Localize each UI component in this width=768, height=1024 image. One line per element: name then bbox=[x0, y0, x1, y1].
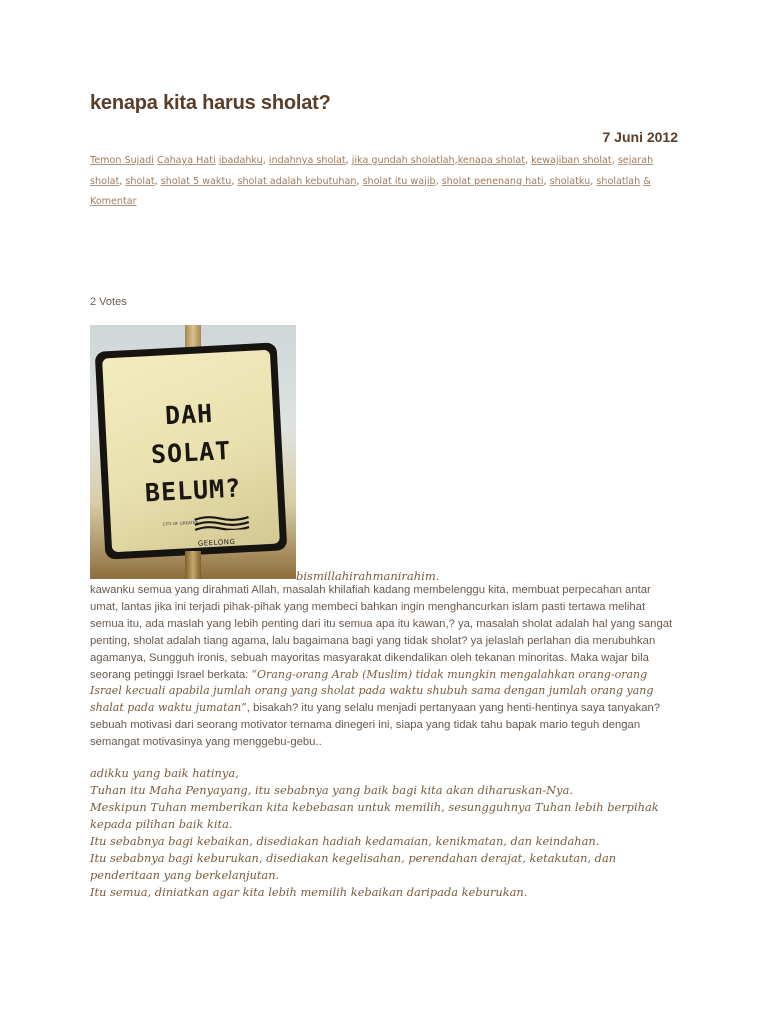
sign-line-2: SOLAT bbox=[150, 435, 232, 470]
tag-link[interactable]: sholat itu wajib bbox=[362, 175, 436, 187]
post-body bbox=[90, 582, 680, 751]
poem-line: Itu sebabnya bagi kebaikan, disediakan hadiah kedamaian, kenikmatan, dan keindahan. bbox=[90, 834, 600, 848]
tag-link[interactable]: sholat bbox=[125, 175, 155, 187]
tag-separator: , bbox=[356, 175, 363, 187]
post-date: 7 Juni 2012 bbox=[602, 129, 678, 145]
poem-line: Itu semua, diniatkan agar kita lebih memilih kebaikan daripada keburukan. bbox=[90, 885, 528, 899]
tag-link[interactable]: kenapa sholat bbox=[457, 155, 526, 166]
tag-separator: , bbox=[154, 175, 161, 187]
tag-separator: , bbox=[231, 175, 238, 187]
tag-link[interactable]: Temon Sujadi bbox=[90, 155, 154, 166]
sign-line-3: BELUM? bbox=[144, 473, 242, 508]
tag-separator: , bbox=[525, 155, 532, 166]
poem-line: Itu sebabnya bagi keburukan, disediakan kegelisahan, perendahan derajat, ketakutan, dan penderitaan yang berkelanjutan. bbox=[90, 851, 617, 882]
tag-link[interactable]: sejarah sholat bbox=[90, 155, 654, 187]
tag-separator: , bbox=[345, 155, 352, 166]
body-paragraph-1 bbox=[90, 582, 680, 717]
body-paragraph-2: sebuah motivasi dari seorang motivator ternama dinegeri ini, siapa yang tidak tahu bapak mario teguh dengan semangat motivasinya yang menggebu-gebu.. bbox=[90, 719, 641, 749]
sign-line-1: DAH bbox=[164, 398, 214, 431]
tag-link[interactable]: jika gundah sholatlah bbox=[351, 155, 455, 166]
poem-block bbox=[90, 765, 680, 901]
tag-separator: , bbox=[611, 155, 618, 166]
body-paragraph-1-end: , bisakah? itu yang selalu menjadi pertanyaan yang henti-hentinya saya tanyakan? bbox=[246, 702, 661, 715]
votes-count: 2 Votes bbox=[90, 296, 127, 308]
tag-link[interactable]: ibadahku bbox=[218, 155, 263, 166]
road-sign bbox=[95, 342, 288, 559]
tag-link[interactable]: indahnya sholat bbox=[268, 155, 346, 166]
post-tags bbox=[90, 151, 685, 213]
poem-line: adikku yang baik hatinya, bbox=[90, 766, 239, 780]
tag-separator: , bbox=[454, 155, 458, 166]
poem-line: Tuhan itu Maha Penyayang, itu sebabnya yang baik bagi kita akan diharuskan-Nya. bbox=[90, 783, 573, 797]
body-paragraph-1-text: kawanku semua yang dirahmati Allah, masalah khilafiah kadang membelenggu kita, membuat perpecahan antar umat, lantas jika ini terjadi pihak-pihak yang membeci bahkan ingin menghancurkan islam pasti tertawa melihat semua itu, ada maslah yang lebih penting dari itu semua apa itu kawan,? ya, masalah sholat adalah hal yang sangat penting, sholat adalah tiang agama, lalu bagaimana bagi yang tidak sholat? ya jelaslah perlahan dia merubuhkan agamanya, Sungguh ironis, sebuah mayoritas masyarakat dikendalikan oleh tekanan minoritas. Maka wajar bila seorang petinggi Israel berkata: bbox=[90, 584, 673, 681]
tag-separator: , bbox=[119, 175, 126, 187]
tag-link[interactable]: sholat 5 waktu bbox=[160, 175, 232, 187]
israel-quote: “Orang-orang Arab (Muslim) tidak mungkin mengalahkan orang-orang Israel kecuali apabila jumlah orang yang sholat pada waktu shubuh sama dengan jumlah orang yang shalat pada waktu jumatan” bbox=[90, 667, 654, 715]
tag-link[interactable]: sholat penenang hati bbox=[441, 175, 544, 187]
tag-link[interactable]: sholatku bbox=[549, 175, 591, 187]
tag-separator: , bbox=[590, 175, 597, 187]
sign-region-text: GEELONG bbox=[197, 537, 236, 548]
tag-link[interactable]: sholatlah bbox=[596, 175, 641, 187]
tag-separator: , bbox=[543, 175, 550, 187]
poem-line: Meskipun Tuhan memberikan kita kebebasan untuk memilih, sesungguhnya Tuhan lebih berpihak kepada pilihan baik kita. bbox=[90, 800, 659, 831]
tag-separator: , bbox=[262, 155, 269, 166]
tag-link[interactable]: sholat adalah kebutuhan bbox=[237, 175, 357, 187]
post-title[interactable]: kenapa kita harus sholat? bbox=[90, 92, 331, 114]
sign-pole-bottom bbox=[185, 551, 201, 579]
post-image[interactable] bbox=[90, 325, 296, 579]
sign-city-text: CITY OF GREATER bbox=[162, 519, 199, 527]
tag-link[interactable]: kewajiban sholat bbox=[531, 155, 612, 166]
sign-text bbox=[104, 392, 278, 515]
tag-link[interactable]: & Komentar bbox=[90, 175, 651, 207]
city-emblem-icon bbox=[192, 513, 251, 532]
tag-link[interactable]: Cahaya Hati bbox=[157, 155, 216, 166]
tag-separator: , bbox=[435, 175, 442, 187]
sign-face bbox=[102, 350, 280, 553]
bismillah-text: bismillahirahmanirahim. bbox=[296, 569, 440, 583]
